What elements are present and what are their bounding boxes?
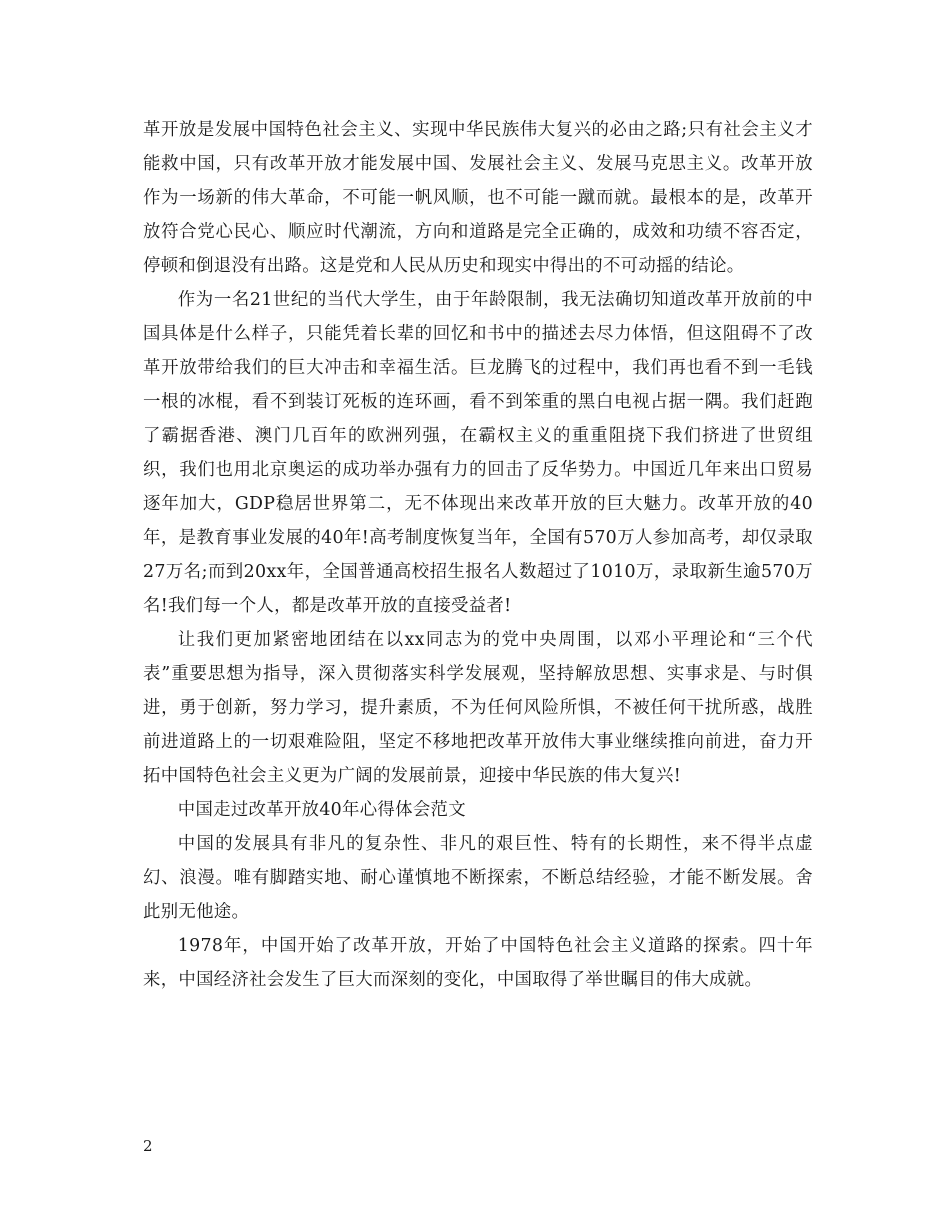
paragraph-5: 1978年，中国开始了改革开放，开始了中国特色社会主义道路的探索。四十年来，中国经济社会发生了巨大而深刻的变化，中国取得了举世瞩目的伟大成就。 (143, 936, 813, 990)
section-heading: 中国走过改革开放40年心得体会范文 (177, 800, 466, 820)
paragraph-2: 作为一名21世纪的当代大学生，由于年龄限制，我无法确切知道改革开放前的中国具体是什么样子，只能凭着长辈的回忆和书中的描述去尽力体悟，但这阻碍不了改革开放带给我们的巨大冲击和幸福生活。巨龙腾飞的过程中，我们再也看不到一毛钱一根的冰棍，看不到装订死板的连环画，看不到笨重的黑白电视占据一隅。我们赶跑了霸据香港、澳门几百年的欧洲列强，在霸权主义的重重阻挠下我们挤进了世贸组织，我们也用北京奥运的成功举办强有力的回击了反华势力。中国近几年来出口贸易逐年加大，GDP稳居世界第二，无不体现出来改革开放的巨大魅力。改革开放的40年，是教育事业发展的40年!高考制度恢复当年，全国有570万人参加高考，却仅录取27万名;而到20xx年，全国普通高校招生报名人数超过了1010万，录取新生逾570万名!我们每一个人，都是改革开放的直接受益者! (143, 290, 813, 616)
paragraph-4: 中国的发展具有非凡的复杂性、非凡的艰巨性、特有的长期性，来不得半点虚幻、浪漫。唯有脚踏实地、耐心谨慎地不断探索，不断总结经验，才能不断发展。舍此别无他途。 (143, 834, 813, 922)
document-body (143, 113, 813, 997)
paragraph-3: 让我们更加紧密地团结在以xx同志为的党中央周围，以邓小平理论和“三个代表”重要思想为指导，深入贯彻落实科学发展观，坚持解放思想、实事求是、与时俱进，勇于创新，努力学习，提升素质，不为任何风险所惧，不被任何干扰所惑，战胜前进道路上的一切艰难险阻，坚定不移地把改革开放伟大事业继续推向前进，奋力开拓中国特色社会主义更为广阔的发展前景，迎接中华民族的伟大复兴! (143, 630, 813, 786)
page-number: 2 (143, 1137, 153, 1155)
paragraph-1: 革开放是发展中国特色社会主义、实现中华民族伟大复兴的必由之路;只有社会主义才能救中国，只有改革开放才能发展中国、发展社会主义、发展马克思主义。改革开放作为一场新的伟大革命，不可能一帆风顺，也不可能一蹴而就。最根本的是，改革开放符合党心民心、顺应时代潮流，方向和道路是完全正确的，成效和功绩不容否定，停顿和倒退没有出路。这是党和人民从历史和现实中得出的不可动摇的结论。 (143, 120, 813, 276)
